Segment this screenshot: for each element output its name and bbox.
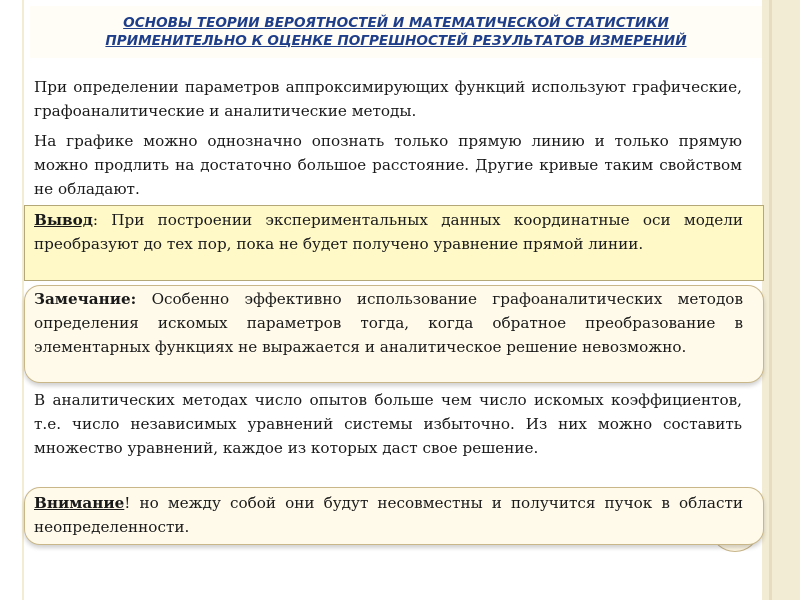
attention-box <box>24 487 764 545</box>
remark-term: Замечание: <box>34 290 137 308</box>
remark-box <box>24 285 764 383</box>
conclusion-body: : При построении экспериментальных данных координатные оси модели преобразуют до тех пор, пока не будет получено уравнение прямой линии. <box>34 211 743 253</box>
title-line-2: ПРИМЕНИТЕЛЬНО К ОЦЕНКЕ ПОГРЕШНОСТЕЙ РЕЗУЛЬТАТОВ ИЗМЕРЕНИЙ <box>105 33 687 49</box>
paragraph-methods: При определении параметров аппроксимирующих функций используют графические, графоаналитические и аналитические методы. <box>34 78 742 120</box>
conclusion-text <box>34 208 743 256</box>
slide-title <box>30 14 762 50</box>
remark-text <box>34 287 743 359</box>
title-line-1: ОСНОВЫ ТЕОРИИ ВЕРОЯТНОСТЕЙ И МАТЕМАТИЧЕСКОЙ СТАТИСТИКИ <box>123 15 669 31</box>
right-decorative-strip <box>762 0 800 600</box>
right-decorative-line <box>769 0 772 600</box>
conclusion-term: Вывод <box>34 211 93 229</box>
conclusion-box <box>24 205 764 281</box>
attention-text <box>34 491 743 539</box>
remark-body: Особенно эффективно использование графоаналитических методов определения искомых параметров тогда, когда обратное преобразование в элементарных функциях не выражается и аналитическое решение невозможно. <box>34 290 743 356</box>
paragraph-analytic-methods: В аналитических методах число опытов больше чем число искомых коэффициентов, т.е. число независимых уравнений системы избыточно. Из них можно составить множество уравнений, каждое из которых даст свое решение. <box>34 391 742 457</box>
attention-body: ! но между собой они будут несовместны и получится пучок в области неопределенности. <box>34 494 743 536</box>
paragraph-straight-line: На графике можно однозначно опознать только прямую линию и только прямую можно продлить на достаточно большое расстояние. Другие кривые таким свойством не обладают. <box>34 132 742 198</box>
attention-term: Внимание <box>34 494 125 512</box>
